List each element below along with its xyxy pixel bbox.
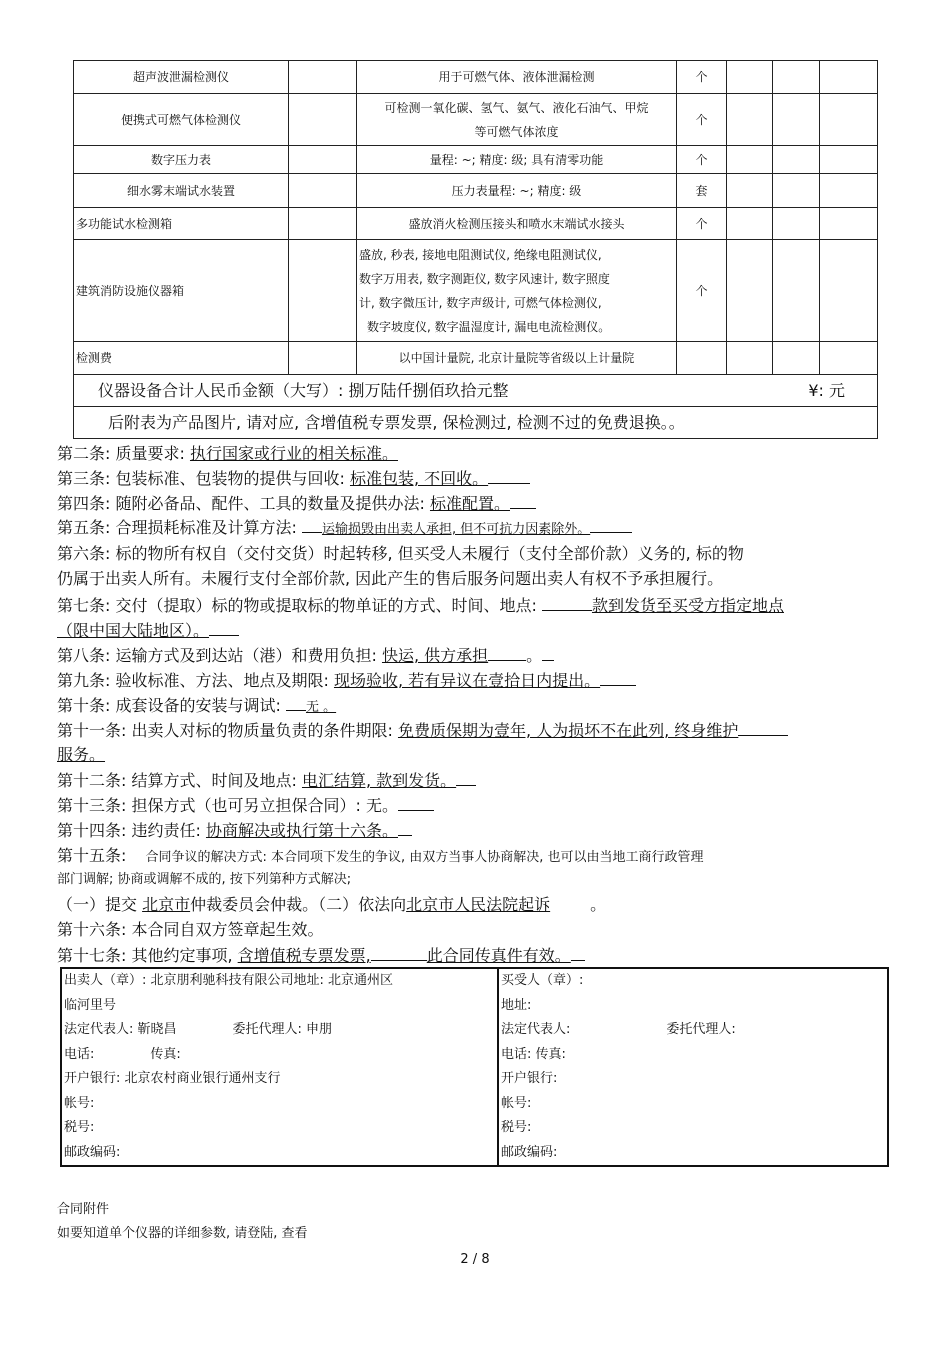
seller-bank: 开户银行: 北京农村商业银行通州支行: [64, 1071, 281, 1086]
seller-name: 出卖人（章）: 北京朋利驰科技有限公司地址: 北京通州区: [64, 973, 394, 988]
note-text: 后附表为产品图片, 请对应, 含增值税专票发票, 保检测过, 检测不过的免费退换。。: [74, 407, 878, 439]
seller-tax: 税号:: [64, 1120, 95, 1135]
item-spec: 用于可燃气体、液体泄漏检测: [357, 61, 677, 94]
seller-block: [61, 968, 498, 1166]
clause-4: 第四条: 随附必备品、配件、工具的数量及提供办法: 标准配置。: [57, 492, 536, 515]
clause-11: 第十一条: 出卖人对标的物质量负责的条件期限: 免费质保期为壹年, 人为损坏不在此列, 终身维护: [57, 719, 788, 742]
clause-10: 第十条: 成套设备的安装与调试: 无 。: [57, 696, 337, 715]
buyer-block: [498, 968, 888, 1166]
item-name: 建筑消防设施仪器箱: [74, 240, 289, 342]
clause-9: 第九条: 验收标准、方法、地点及期限: 现场验收, 若有异议在壹拾日内提出。: [57, 669, 636, 692]
equipment-row: [74, 174, 878, 208]
equipment-row: [74, 61, 878, 94]
item-name: 检测费: [74, 342, 289, 375]
clause-13: 第十三条: 担保方式（也可另立担保合同）: 无。: [57, 794, 434, 817]
item-spec: 以中国计量院, 北京计量院等省级以上计量院: [357, 342, 677, 375]
buyer-tax: 税号:: [501, 1120, 532, 1135]
equipment-table: [73, 60, 878, 439]
clause-8: 第八条: 运输方式及到达站（港）和费用负担: 快运, 供方承担 。: [57, 644, 554, 667]
clause-6: 第六条: 标的物所有权自（交付交货）时起转移, 但买受人未履行（支付全部价款）义务的, 标的物: [57, 544, 744, 563]
item-unit: 个: [677, 61, 727, 94]
clause-5: 第五条: 合理损耗标准及计算方法: 运输损毁由出卖人承担, 但不可抗力因素除外。: [57, 516, 632, 541]
item-spec: [357, 94, 677, 146]
equipment-row: [74, 208, 878, 240]
clause-7-cont: （限中国大陆地区）。: [57, 619, 239, 642]
equipment-row: [74, 146, 878, 174]
clause-15-cont: 部门调解; 协商或调解不成的, 按下列第种方式解决;: [57, 872, 352, 887]
clause-15: 第十五条: 合同争议的解决方式: 本合同项下发生的争议, 由双方当事人协商解决, 也可以由当地工商行政管理: [57, 846, 704, 865]
note-row: [74, 407, 878, 439]
total-symbol: ¥: 元: [808, 380, 845, 400]
equipment-row: [74, 240, 878, 342]
equipment-row: [74, 342, 878, 375]
clause-16: 第十六条: 本合同自双方签章起生效。: [57, 920, 324, 939]
item-spec-line: 盛放, 秒表, 接地电阻测试仪, 绝缘电阻测试仪,: [359, 247, 602, 262]
item-spec: 盛放消火检测压接头和喷水末端试水接头: [357, 208, 677, 240]
seller-representatives: 法定代表人: 靳晓昌 委托代理人: 申朋: [64, 1022, 333, 1037]
buyer-contact: 电话: 传真:: [501, 1046, 566, 1062]
buyer-name: 买受人（章）:: [501, 973, 584, 988]
clause-14: 第十四条: 违约责任: 协商解决或执行第十六条。: [57, 819, 412, 842]
clause-2: 第二条: 质量要求: 执行国家或行业的相关标准。: [57, 444, 398, 463]
clause-11-cont: 服务。: [57, 745, 106, 764]
item-unit: 个: [677, 94, 727, 146]
buyer-postal: 邮政编码:: [501, 1144, 558, 1160]
appendix-note: 如要知道单个仪器的详细参数, 请登陆, 查看: [57, 1226, 308, 1241]
buyer-representatives: 法定代表人: 委托代理人:: [501, 1022, 736, 1037]
item-name: 超声波泄漏检测仪: [74, 61, 289, 94]
item-unit: 个: [677, 240, 727, 342]
clause-arbitration: （一）提交 北京市仲裁委员会仲裁。（二）依法向北京市人民法院起诉 。: [57, 895, 607, 914]
buyer-address: 地址:: [501, 997, 532, 1013]
item-spec-line: 等可燃气体浓度: [474, 124, 559, 139]
clause-7: 第七条: 交付（提取）标的物或提取标的物单证的方式、时间、地点: 款到发货至买受方指定地点: [57, 596, 784, 615]
item-unit: [677, 342, 727, 375]
item-name: 细水雾末端试水装置: [74, 174, 289, 208]
item-spec: 量程: ~; 精度: 级; 具有清零功能: [357, 146, 677, 174]
item-spec-line: 计, 数字微压计, 数字声级计, 可燃气体检测仪,: [359, 295, 602, 310]
item-spec: [357, 240, 677, 342]
clause-3: 第三条: 包装标准、包装物的提供与回收: 标准包装, 不回收。: [57, 467, 530, 490]
total-amount: 仪器设备合计人民币金额（大写）: 捌万陆仟捌佰玖拾元整: [98, 380, 509, 400]
signature-table: [60, 967, 889, 1167]
seller-postal: 邮政编码:: [64, 1144, 121, 1160]
buyer-bank: 开户银行:: [501, 1071, 558, 1086]
item-name: 多功能试水检测箱: [74, 208, 289, 240]
seller-account: 帐号:: [64, 1095, 95, 1111]
total-row: [74, 375, 878, 407]
item-unit: 个: [677, 146, 727, 174]
item-spec: 压力表量程: ~; 精度: 级: [357, 174, 677, 208]
item-unit: 套: [677, 174, 727, 208]
item-spec-line: 可检测一氧化碳、氢气、氨气、液化石油气、甲烷: [384, 100, 649, 115]
item-name: 便携式可燃气体检测仪: [74, 94, 289, 146]
clause-6-cont: 仍属于出卖人所有。未履行支付全部价款, 因此产生的售后服务问题出卖人有权不予承担履行。: [57, 569, 724, 588]
item-spec-line: 数字坡度仪, 数字温湿度计, 漏电电流检测仪。: [367, 319, 611, 334]
equipment-row: [74, 94, 878, 146]
seller-contact: 电话: 传真:: [64, 1046, 181, 1062]
page-number: 2 / 8: [460, 1252, 490, 1267]
appendix-title: 合同附件: [57, 1202, 110, 1217]
seller-address: 临河里号: [64, 997, 117, 1013]
clause-12: 第十二条: 结算方式、时间及地点: 电汇结算, 款到发货。: [57, 769, 476, 792]
buyer-account: 帐号:: [501, 1095, 532, 1111]
item-name: 数字压力表: [74, 146, 289, 174]
item-spec-line: 数字万用表, 数字测距仪, 数字风速计, 数字照度: [359, 271, 610, 286]
clause-17: 第十七条: 其他约定事项, 含增值税专票发票, 此合同传真件有效。: [57, 944, 585, 967]
item-unit: 个: [677, 208, 727, 240]
